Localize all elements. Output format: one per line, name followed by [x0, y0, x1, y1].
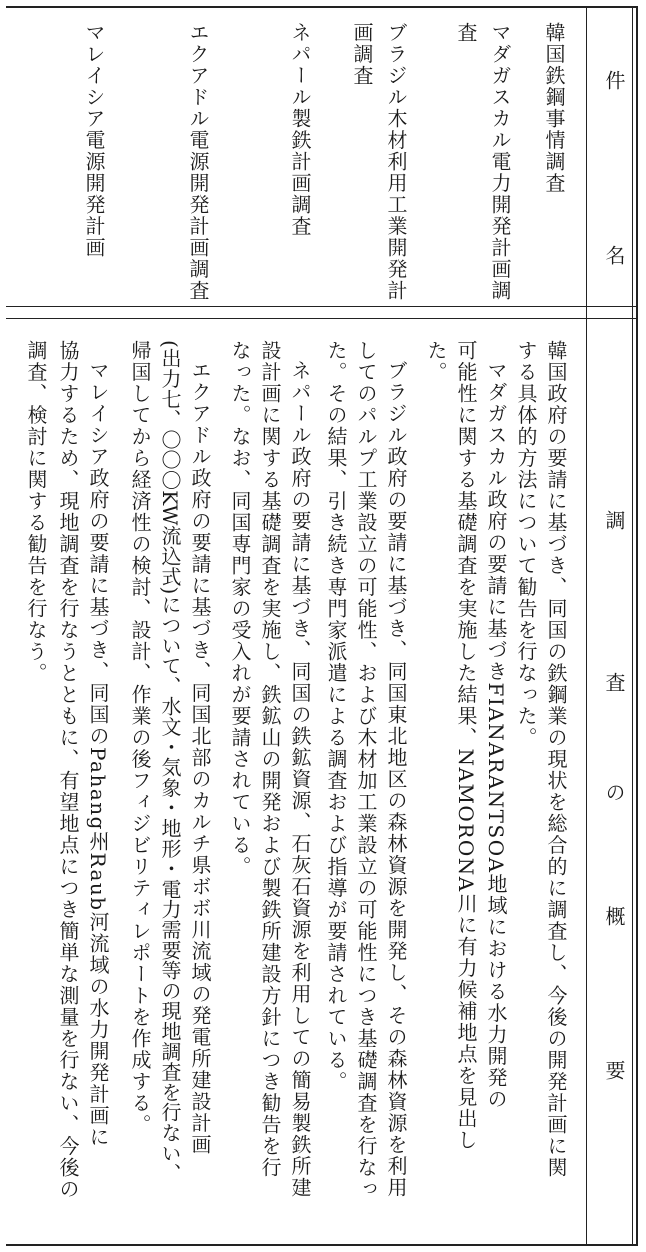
- summary-line-8: た。その結果、引き続き専門家派遣による調査および指導が要請されている。: [324, 340, 348, 1093]
- summary-line-1: 韓国政府の要請に基づき、同国の鉄鋼業の現状を総合的に調査し、今後の開発計画に関: [544, 340, 568, 1179]
- section-divider: [6, 306, 638, 307]
- header-summary-char-2: 査: [602, 672, 626, 692]
- summary-line-12: エクアドル政府の要請に基づき、同国北部のカルチ県ボボ川流域の発電所建設計画: [188, 360, 212, 1156]
- summary-line-2: する具体的方法について勧告を行なった。: [514, 340, 538, 749]
- header-column-divider: [586, 6, 587, 1246]
- section-divider-second: [6, 318, 638, 319]
- project-name-malaysia: マレイシア電源開発計画: [82, 22, 106, 259]
- header-name-char-2: 名: [602, 245, 626, 265]
- project-name-ecuador: エクアドル電源開発計画調査: [186, 22, 210, 302]
- summary-line-15: マレイシア政府の要請に基づき、同国のPahang州Raub河流域の水力開発計画に: [86, 360, 110, 1149]
- right-border-inner: [632, 6, 633, 1246]
- project-name-madagascar-line2: 査: [454, 22, 478, 44]
- header-summary-char-5: 要: [602, 1060, 626, 1080]
- summary-line-7: してのパルプ工業設立の可能性、および木材加工業設立の可能性につき基礎調査を行なっ: [354, 340, 378, 1200]
- project-name-brazil-line1: ブラジル木材利用工業開発計: [384, 22, 408, 302]
- header-name-char-1: 件: [602, 70, 626, 90]
- summary-line-16: 協力するため、現地調査を行なうとともに、有望地点につき簡単な測量を行ない、今後の: [56, 340, 80, 1200]
- summary-line-17: 調査、検討に関する勧告を行なう。: [24, 340, 48, 684]
- summary-line-5: た。: [424, 340, 448, 383]
- summary-line-6: ブラジル政府の要請に基づき、同国東北地区の森林資源を開発し、その森林資源を利用: [384, 360, 408, 1199]
- summary-line-14: 帰国してから経済性の検討、設計、作業の後フィジビリティレポートを作成する。: [128, 340, 152, 1136]
- header-summary-char-4: 概: [602, 906, 626, 926]
- summary-line-4: 可能性に関する基礎調査を実施した結果、NAMORONA川に有力候補地点を見出し: [454, 340, 478, 1151]
- project-name-brazil-line2: 画調査: [350, 22, 374, 87]
- summary-line-3: マダガスカル政府の要請に基づきFIANARANTSOA地域における水力開発の: [484, 360, 508, 1111]
- project-name-nepal: ネパール製鉄計画調査: [288, 22, 312, 237]
- header-summary-char-3: の: [602, 782, 626, 802]
- summary-line-9: ネパール政府の要請に基づき、同国の鉄鉱資源、石灰石資源を利用しての簡易製鉄所建: [288, 360, 312, 1199]
- summary-line-13: (出力七、〇〇〇KW流込式)について、水文・気象・地形・電力需要等の現地調査を行ない、: [158, 340, 182, 1184]
- summary-line-10: 設計画に関する基礎調査を実施し、鉄鉱山の開発および製鉄所建設方針につき勧告を行: [258, 340, 282, 1179]
- project-name-madagascar-line1: マダガスカル電力開発計画調: [488, 22, 512, 302]
- project-name-korea: 韓国鉄鋼事情調査: [542, 22, 566, 194]
- summary-line-11: なった。なお、同国専門家の受入れが要請されている。: [228, 340, 252, 878]
- header-summary-char-1: 調: [602, 510, 626, 530]
